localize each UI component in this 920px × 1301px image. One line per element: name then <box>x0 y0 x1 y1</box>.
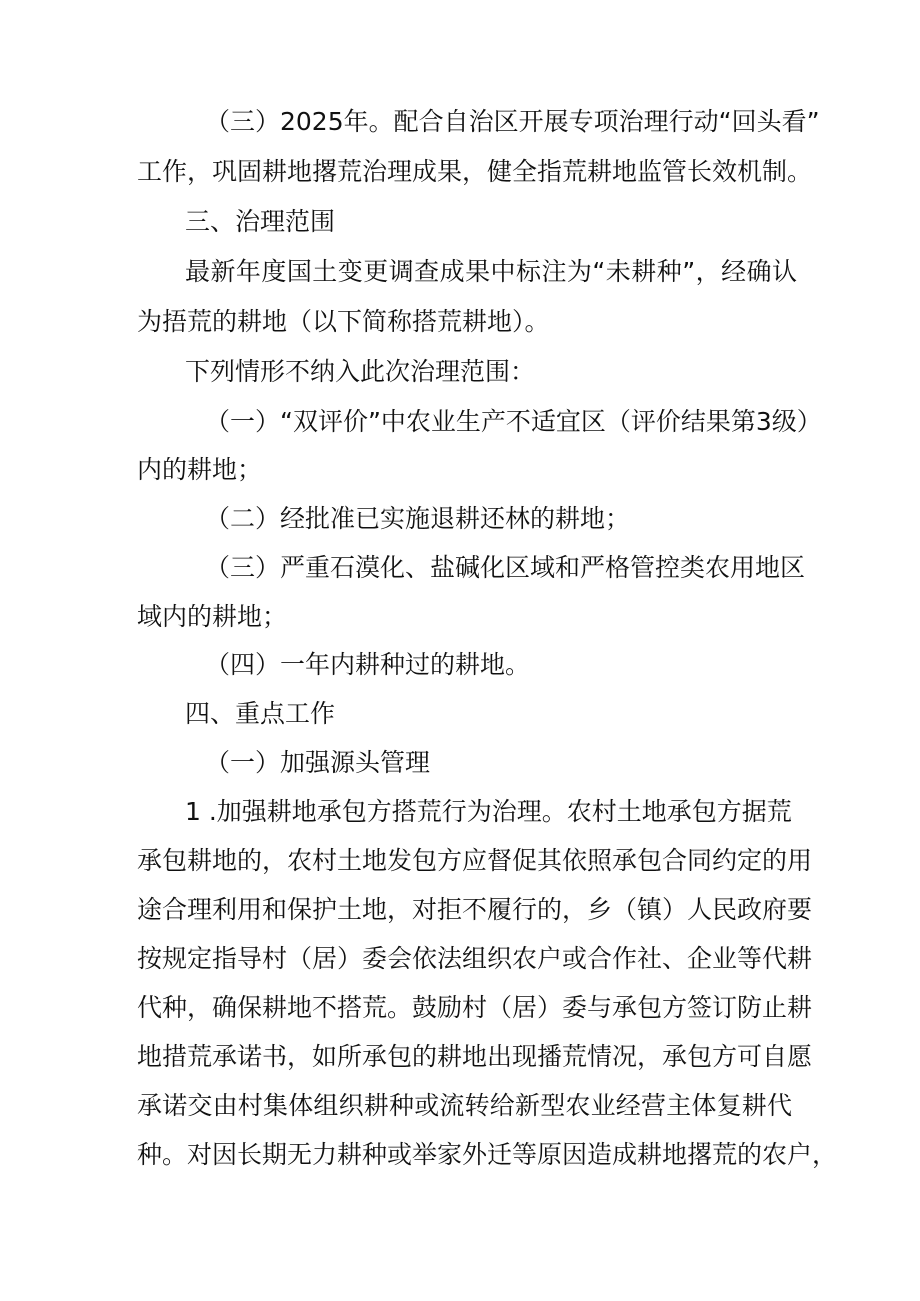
paragraph-line: 种。对因长期无力耕种或举家外迁等原因造成耕地撂荒的农户， <box>137 1140 838 1169</box>
section-heading: 四、重点工作 <box>185 699 336 728</box>
paragraph-line: 地措荒承诺书，如所承包的耕地出现播荒情况，承包方可自愿 <box>137 1042 813 1071</box>
paragraph-line: 代种，确保耕地不搭荒。鼓励村（居）委与承包方签订防止耕 <box>137 993 813 1022</box>
list-item: （二）经批准已实施退耕还林的耕地； <box>205 504 631 533</box>
paragraph-line: 1 .加强耕地承包方搭荒行为治理。农村土地承包方据荒 <box>185 797 792 826</box>
paragraph-line: 按规定指导村（居）委会依法组织农户或合作社、企业等代耕 <box>137 944 813 973</box>
paragraph-line: （三）2025年。配合自治区开展专项治理行动“回头看” <box>205 107 820 136</box>
paragraph-line: 内的耕地； <box>137 455 263 484</box>
paragraph-line: 途合理利用和保护土地，对拒不履行的，乡（镇）人民政府要 <box>137 895 813 924</box>
subsection-heading: （一）加强源头管理 <box>205 748 431 777</box>
paragraph-line: 工作，巩固耕地撂荒治理成果，健全指荒耕地监管长效机制。 <box>137 157 813 186</box>
paragraph-line: 下列情形不纳入此次治理范围： <box>185 357 536 386</box>
paragraph-line: 承包耕地的，农村土地发包方应督促其依照承包合同约定的用 <box>137 846 813 875</box>
list-item: （三）严重石漠化、盐碱化区域和严格管控类农用地区 <box>205 553 806 582</box>
paragraph-line: 为捂荒的耕地（以下简称搭荒耕地）。 <box>137 307 550 336</box>
paragraph-line: 域内的耕地； <box>137 602 288 631</box>
section-heading: 三、治理范围 <box>185 207 336 236</box>
paragraph-line: 承诺交由村集体组织耕种或流转给新型农业经营主体复耕代 <box>137 1091 792 1120</box>
list-item: （四）一年内耕种过的耕地。 <box>205 650 531 679</box>
paragraph-line: （一）“双评价”中农业生产不适宜区（评价结果第3级） <box>205 407 822 436</box>
paragraph-line: 最新年度国土变更调查成果中标注为“未耕种”，经确认 <box>185 257 797 286</box>
